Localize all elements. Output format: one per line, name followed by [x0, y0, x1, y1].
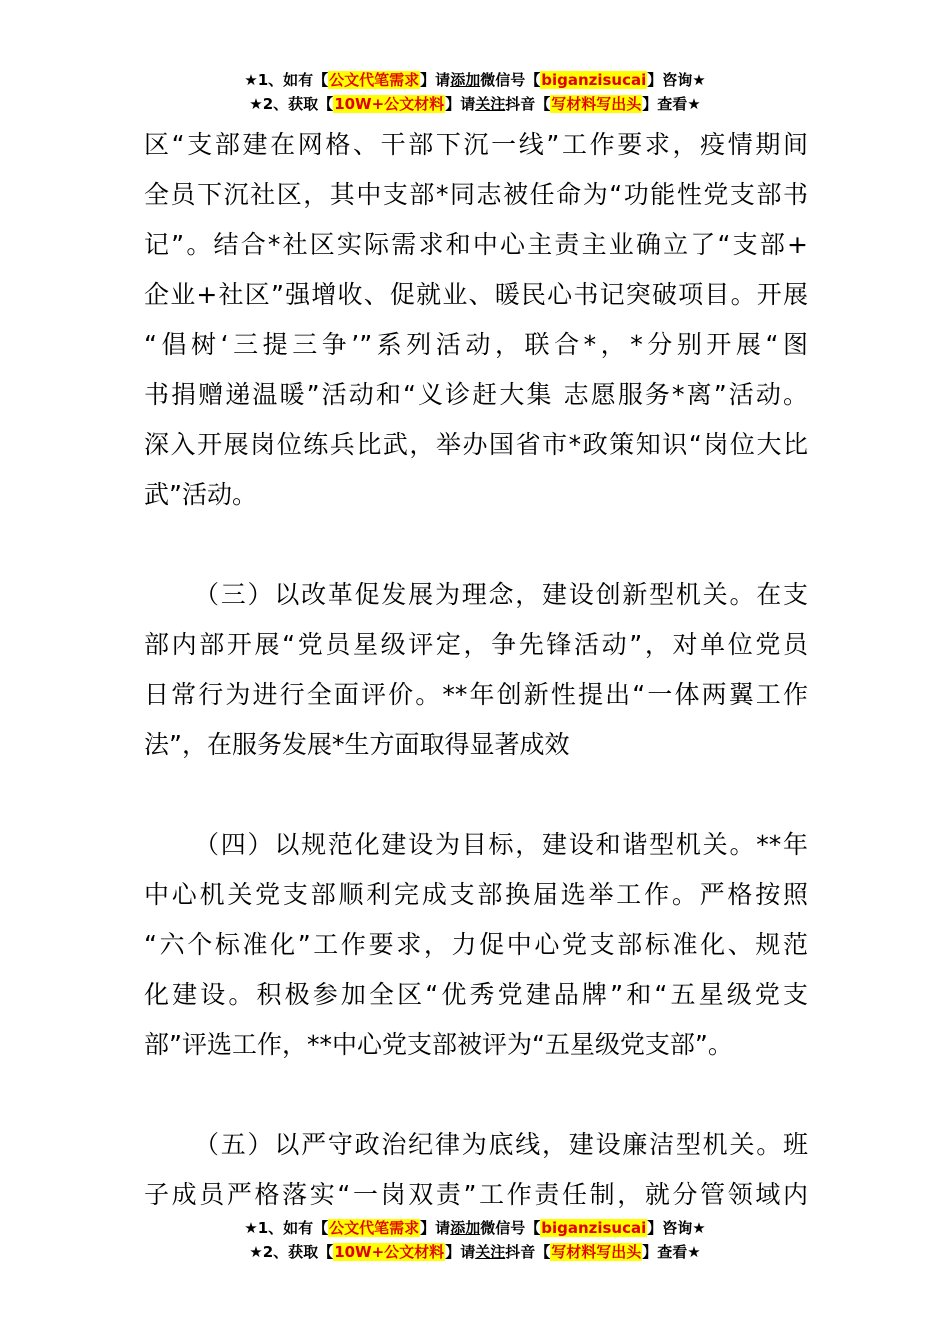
banner-underlined: 添加 — [450, 1219, 481, 1237]
banner-text: 抖音【 — [505, 1243, 551, 1261]
banner-text: 】请 — [445, 1243, 476, 1261]
banner-text: 】查看★ — [642, 95, 701, 113]
banner-text: 】请 — [420, 71, 451, 89]
banner-text: 】请 — [420, 1219, 451, 1237]
banner-line-2 — [0, 1240, 950, 1264]
document-body — [144, 120, 808, 1220]
banner-line-1 — [0, 1216, 950, 1240]
text-line: 中心机关党支部顺利完成支部换届选举工作。严格按照 — [144, 880, 808, 909]
paragraph-2 — [144, 570, 808, 770]
banner-text: 】咨询★ — [647, 71, 706, 89]
text-line: 部”评选工作，**中心党支部被评为“五星级党支部”。 — [144, 1030, 733, 1059]
highlight-douyin: 写材料写出头 — [551, 1243, 642, 1261]
highlight-wechat-id: biganzisucai — [541, 1219, 647, 1237]
text-line: 企业+社区”强增收、促就业、暖民心书记突破项目。开展 — [144, 280, 808, 309]
text-line: （五）以严守政治纪律为底线，建设廉洁型机关。班 — [194, 1130, 808, 1159]
text-line: 武”活动。 — [144, 480, 257, 509]
banner-text: 抖音【 — [505, 95, 551, 113]
paragraph-gap — [144, 1070, 808, 1120]
paragraph-3 — [144, 820, 808, 1070]
paragraph-1 — [144, 120, 808, 520]
paragraph-gap — [144, 770, 808, 820]
text-line: 化建设。积极参加全区“优秀党建品牌”和“五星级党支 — [144, 980, 808, 1009]
banner-text: 】请 — [445, 95, 476, 113]
banner-text: ★1、如有【 — [244, 71, 329, 89]
highlight-douyin: 写材料写出头 — [551, 95, 642, 113]
text-line: 全员下沉社区，其中支部*同志被任命为“功能性党支部书 — [144, 180, 808, 209]
paragraph-gap — [144, 520, 808, 570]
banner-text: 微信号【 — [480, 71, 541, 89]
banner-text: ★2、获取【 — [249, 95, 334, 113]
banner-underlined: 添加 — [450, 71, 481, 89]
banner-text: ★1、如有【 — [244, 1219, 329, 1237]
highlight-wechat-id: biganzisucai — [541, 71, 647, 89]
banner-underlined: 关注 — [475, 95, 506, 113]
text-line: （三）以改革促发展为理念，建设创新型机关。在支 — [194, 580, 808, 609]
header-banner — [0, 68, 950, 116]
banner-text: 】咨询★ — [647, 1219, 706, 1237]
banner-text: 】查看★ — [642, 1243, 701, 1261]
text-line: 深入开展岗位练兵比武，举办国省市*政策知识“岗位大比 — [144, 430, 808, 459]
text-line: 法”，在服务发展*生方面取得显著成效 — [144, 730, 570, 759]
banner-text: 微信号【 — [480, 1219, 541, 1237]
highlight-service: 公文代笔需求 — [329, 71, 420, 89]
highlight-service: 公文代笔需求 — [329, 1219, 420, 1237]
text-line: “倡树‘三提三争’”系列活动，联合*，*分别开展“图 — [144, 330, 808, 359]
text-line: “六个标准化”工作要求，力促中心党支部标准化、规范 — [144, 930, 808, 959]
text-line: 部内部开展“党员星级评定，争先锋活动”，对单位党员 — [144, 630, 808, 659]
banner-line-1 — [0, 68, 950, 92]
banner-line-2 — [0, 92, 950, 116]
text-line: 区“支部建在网格、干部下沉一线”工作要求，疫情期间 — [144, 130, 808, 159]
banner-text: ★2、获取【 — [249, 1243, 334, 1261]
text-line: 日常行为进行全面评价。**年创新性提出“一体两翼工作 — [144, 680, 808, 709]
footer-banner — [0, 1216, 950, 1264]
text-line: 书捐赠递温暖”活动和“义诊赶大集 志愿服务*离”活动。 — [144, 380, 808, 409]
highlight-materials: 10W+公文材料 — [334, 95, 445, 113]
highlight-materials: 10W+公文材料 — [334, 1243, 445, 1261]
paragraph-4 — [144, 1120, 808, 1220]
banner-underlined: 关注 — [475, 1243, 506, 1261]
text-line: （四）以规范化建设为目标，建设和谐型机关。**年 — [194, 830, 808, 859]
text-line: 记”。结合*社区实际需求和中心主责主业确立了“支部+ — [144, 230, 808, 259]
text-line: 子成员严格落实“一岗双责”工作责任制，就分管领域内 — [144, 1180, 808, 1209]
